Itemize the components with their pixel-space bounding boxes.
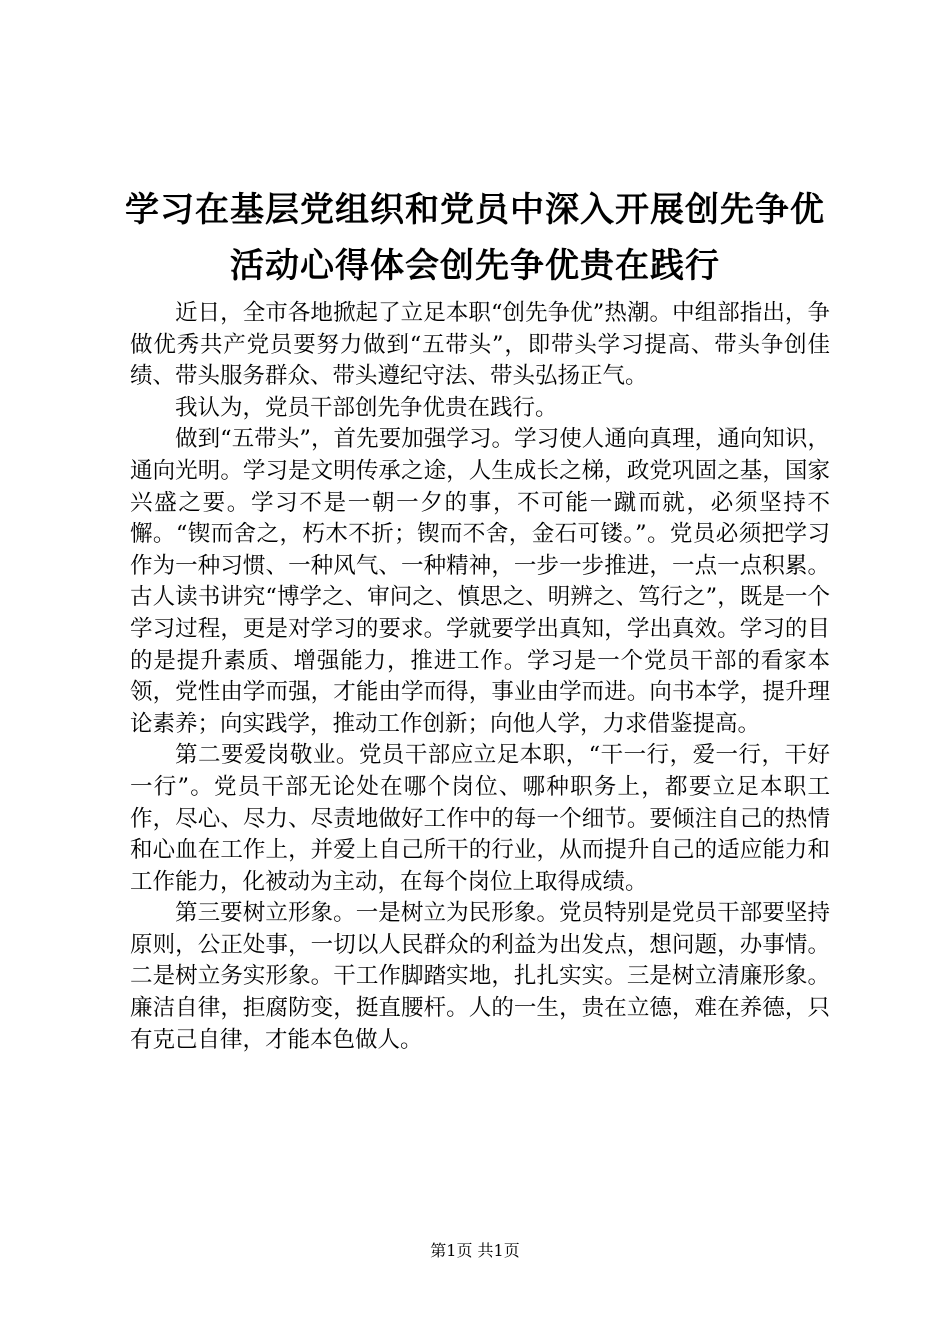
page-footer: 第1页 共1页 <box>430 1241 520 1260</box>
paragraph: 第二要爱岗敬业。党员干部应立足本职，“干一行，爱一行，干好一行”。党员干部无论处在哪个岗位、哪种职务上，都要立足本职工作，尽心、尽力、尽责地做好工作中的每一个细节。要倾注自己的热情和心血在工作上，并爱上自己所干的行业，从而提升自己的适应能力和工作能力，化被动为主动，在每个岗位上取得成绩。 <box>130 742 830 895</box>
document-title-line-1: 学习在基层党组织和党员中深入开展创先争优 <box>125 190 825 230</box>
paragraph: 我认为，党员干部创先争优贵在践行。 <box>175 394 558 421</box>
paragraph: 做到“五带头”，首先要加强学习。学习使人通向真理，通向知识，通向光明。学习是文明传承之途，人生成长之梯，政党巩固之基，国家兴盛之要。学习不是一朝一夕的事，不可能一蹴而就，必须坚持不懈。“锲而舍之，朽木不折；锲而不舍，金石可镂。”。党员必须把学习作为一种习惯、一种风气、一种精神，一步一步推进，一点一点积累。古人读书讲究“博学之、审问之、慎思之、明辨之、笃行之”，既是一个学习过程，更是对学习的要求。学就要学出真知，学出真效。学习的目的是提升素质、增强能力，推进工作。学习是一个党员干部的看家本领，党性由学而强，才能由学而得，事业由学而进。向书本学，提升理论素养；向实践学，推动工作创新；向他人学，力求借鉴提高。 <box>130 426 830 737</box>
paragraph: 近日，全市各地掀起了立足本职“创先争优”热潮。中组部指出，争做优秀共产党员要努力做到“五带头”，即带头学习提高、带头争创佳绩、带头服务群众、带头遵纪守法、带头弘扬正气。 <box>130 300 830 390</box>
document-body <box>130 298 830 1056</box>
document-title-line-2: 活动心得体会创先争优贵在践行 <box>230 246 720 286</box>
paragraph: 第三要树立形象。一是树立为民形象。党员特别是党员干部要坚持原则，公正处事，一切以人民群众的利益为出发点，想问题，办事情。二是树立务实形象。干工作脚踏实地，扎扎实实。三是树立清廉形象。廉洁自律，拒腐防变，挺直腰杆。人的一生，贵在立德，难在养德，只有克己自律，才能本色做人。 <box>130 900 830 1053</box>
